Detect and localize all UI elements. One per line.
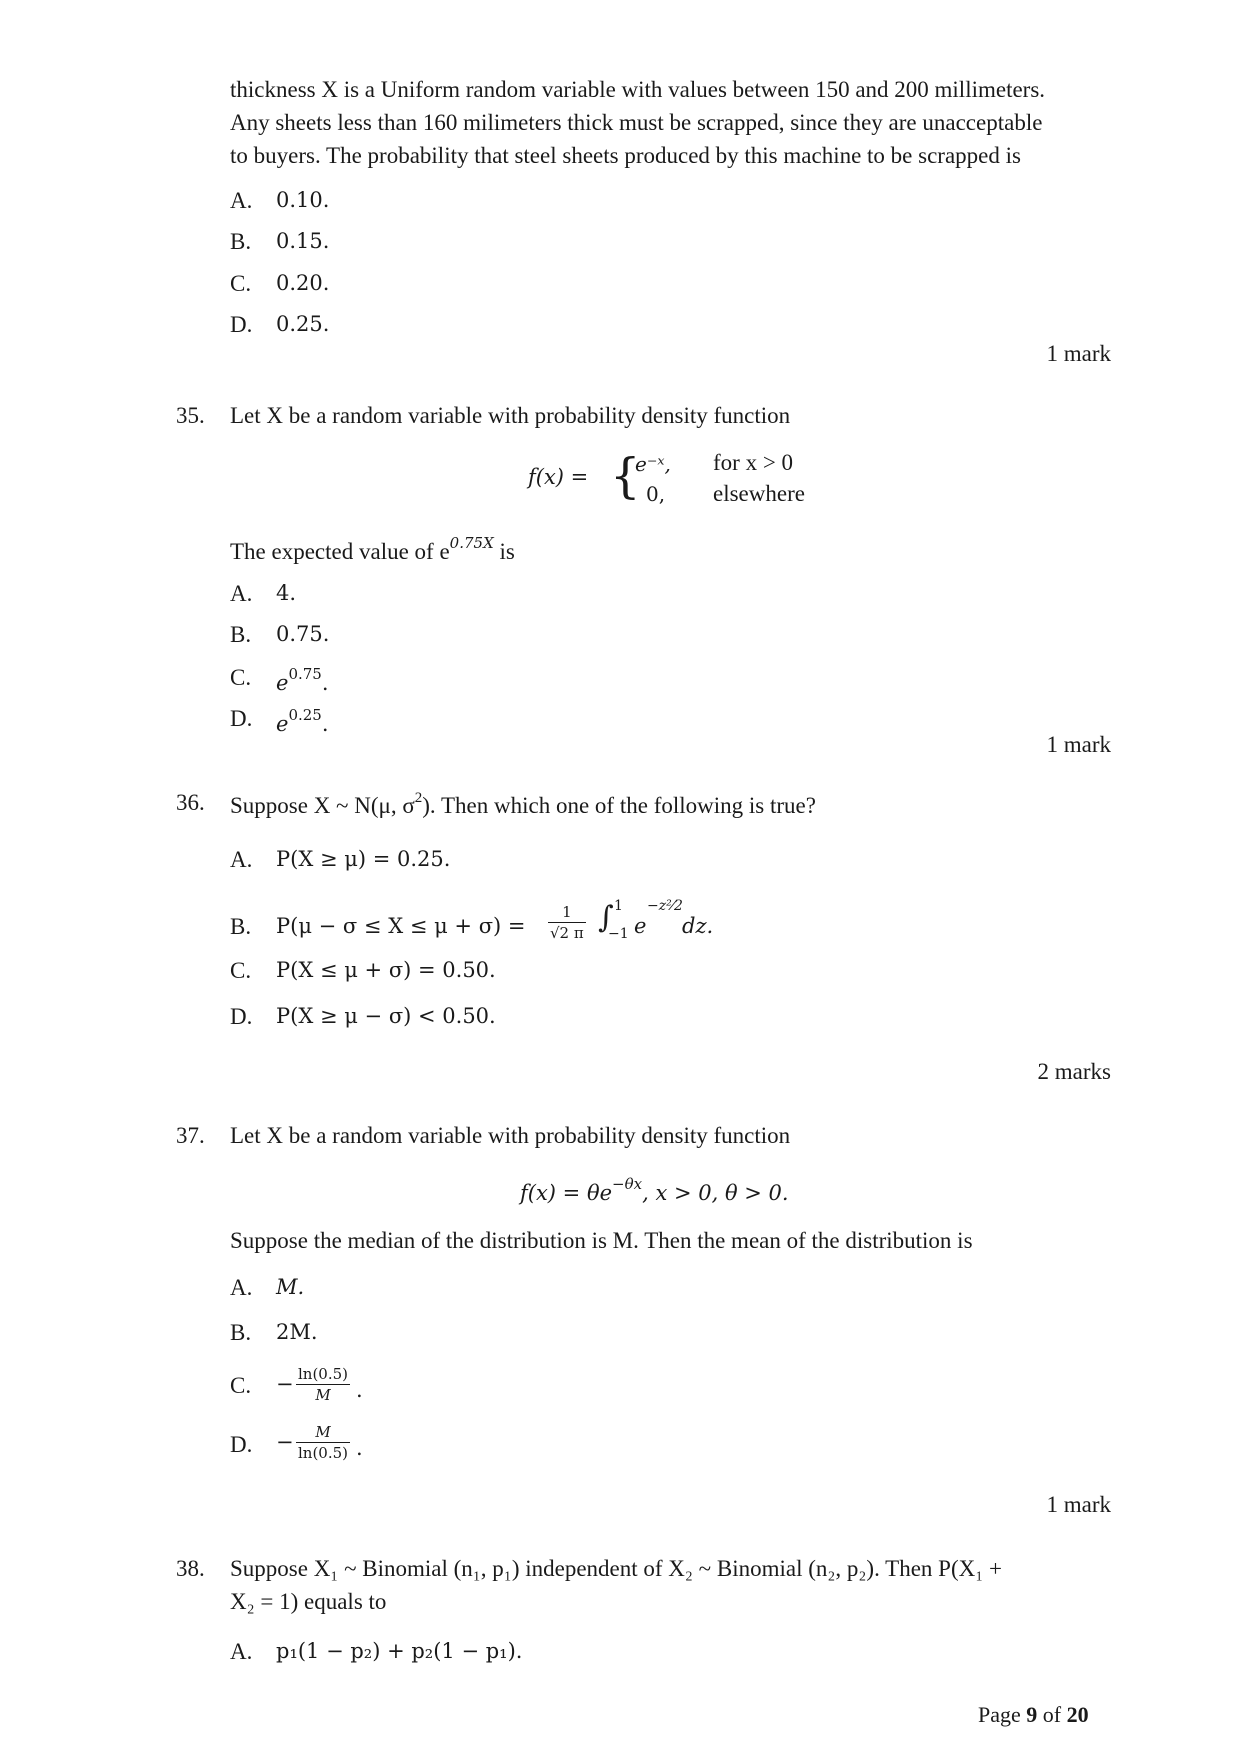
q37-option-c-tail: . — [356, 1378, 363, 1402]
q35-option-c-letter: C. — [230, 665, 252, 690]
q34-mark: 1 mark — [1046, 341, 1111, 366]
q38-number: 38. — [176, 1556, 205, 1581]
intro-line-1: thickness X is a Uniform random variable with values between 150 and 200 millimeters. — [230, 77, 1046, 102]
q36-option-b-fraction: $\frac{1}{√2 \pi}$ — [550, 903, 584, 942]
q37-followup: Suppose the median of the distribution is M. Then the mean of the distribution is — [230, 1228, 973, 1253]
q36-option-a-letter: A. — [230, 847, 253, 872]
q37-option-a: M. — [276, 1275, 305, 1299]
q36-option-b-e: e — [634, 914, 647, 938]
q37-option-a-letter: A. — [230, 1275, 253, 1300]
q35-case2-condition: elsewhere — [713, 481, 805, 506]
q37-option-d-letter: D. — [230, 1432, 253, 1457]
q38-option-a-letter: A. — [230, 1639, 253, 1664]
q35-option-b-letter: B. — [230, 622, 252, 647]
q35-option-d: $e^{0.25}$. — [276, 706, 329, 736]
q35-option-a: 4. — [276, 581, 297, 605]
q35-number: 35. — [176, 403, 205, 428]
q34-option-c: 0.20. — [276, 271, 330, 295]
q37-mark: 1 mark — [1046, 1492, 1111, 1517]
q35-pdf-lhs: f(x) = — [528, 465, 589, 489]
q34-option-c-letter: C. — [230, 271, 252, 296]
q35-option-a-letter: A. — [230, 581, 253, 606]
q36-option-b-lower: −1 — [608, 926, 629, 942]
q38-line-1: Suppose X₁ ~ Binomial (n₁, p₁) independent of X₂ ~ Binomial (n₂, p₂). Then P(X₁ + — [230, 1556, 1002, 1581]
q34-option-d-letter: D. — [230, 312, 253, 337]
q37-option-c-letter: C. — [230, 1373, 252, 1398]
q35-followup-pre: The expected value of e — [230, 539, 450, 564]
q37-option-c-fraction: $\frac{\ln(0.5)}{M}$ — [298, 1365, 349, 1404]
q35-case1-condition: for x > 0 — [713, 450, 794, 475]
q36-option-b-exp: −z²⁄2 — [647, 898, 683, 914]
q35-followup-exp: 0.75X — [449, 534, 494, 552]
q37-option-d-fraction: $\frac{M}{\ln(0.5)}$ — [298, 1423, 349, 1462]
q36-option-c-letter: C. — [230, 958, 252, 983]
page-number: Page 9 of 20 — [978, 1702, 1089, 1727]
q37-option-b: 2M. — [276, 1320, 318, 1344]
q35-option-b: 0.75. — [276, 622, 330, 646]
q36-mark: 2 marks — [1037, 1059, 1111, 1084]
q34-option-b: 0.15. — [276, 229, 330, 253]
q36-number: 36. — [176, 790, 205, 815]
q37-number: 37. — [176, 1123, 205, 1148]
q35-mark: 1 mark — [1046, 732, 1111, 757]
intro-line-3: to buyers. The probability that steel sheets produced by this machine to be scrapped is — [230, 143, 1021, 168]
q34-option-d: 0.25. — [276, 312, 330, 336]
q34-option-b-letter: B. — [230, 229, 252, 254]
q35-pdf-brace: { — [610, 448, 641, 504]
q35-case2-value: 0, — [646, 482, 666, 506]
q34-option-a-letter: A. — [230, 188, 253, 213]
q36-option-c: P(X ≤ μ + σ) = 0.50. — [276, 958, 496, 982]
q36-option-b-letter: B. — [230, 914, 252, 939]
q36-option-d-letter: D. — [230, 1004, 253, 1029]
q35-pdf-formula — [528, 448, 828, 510]
q37-stem: Let X be a random variable with probability density function — [230, 1123, 791, 1148]
q36-option-a: P(X ≥ μ) = 0.25. — [276, 847, 451, 871]
current-page: 9 — [1026, 1702, 1038, 1727]
q36-option-b-tail: dz. — [682, 914, 714, 938]
q34-option-a: 0.10. — [276, 188, 330, 212]
q36-option-b-lhs: P(μ − σ ≤ X ≤ μ + σ) = — [276, 914, 526, 938]
q36-option-b — [276, 914, 526, 938]
q38-line-2: X₂ = 1) equals to — [230, 1589, 387, 1614]
total-pages: 20 — [1066, 1702, 1089, 1727]
q37-option-d-tail: . — [356, 1436, 363, 1460]
q35-followup-post: is — [493, 539, 515, 564]
q37-option-d-sign: − — [276, 1430, 294, 1454]
q37-option-c-sign: − — [276, 1372, 294, 1396]
q35-stem: Let X be a random variable with probability density function — [230, 403, 791, 428]
q36-option-d: P(X ≥ μ − σ) < 0.50. — [276, 1004, 496, 1028]
q35-option-c: $e^{0.75}$. — [276, 665, 329, 695]
q36-stem: Suppose X ~ N(μ, $\sigma^2$). Then which one of the following is true? — [230, 790, 816, 818]
q35-option-d-letter: D. — [230, 706, 253, 731]
q36-option-b-integral: ∫ — [598, 900, 614, 935]
q36-option-b-upper: 1 — [614, 898, 623, 914]
q37-formula: $f(x) = \theta e^{-\theta x}$, x > 0, θ > 0. — [520, 1175, 789, 1205]
q38-option-a: p₁(1 − p₂) + p₂(1 − p₁). — [276, 1639, 523, 1663]
intro-line-2: Any sheets less than 160 milimeters thick must be scrapped, since they are unacceptable — [230, 110, 1043, 135]
q35-case1-value: e⁻ˣ, — [635, 452, 671, 476]
q37-option-b-letter: B. — [230, 1320, 252, 1345]
q35-followup — [230, 534, 515, 565]
